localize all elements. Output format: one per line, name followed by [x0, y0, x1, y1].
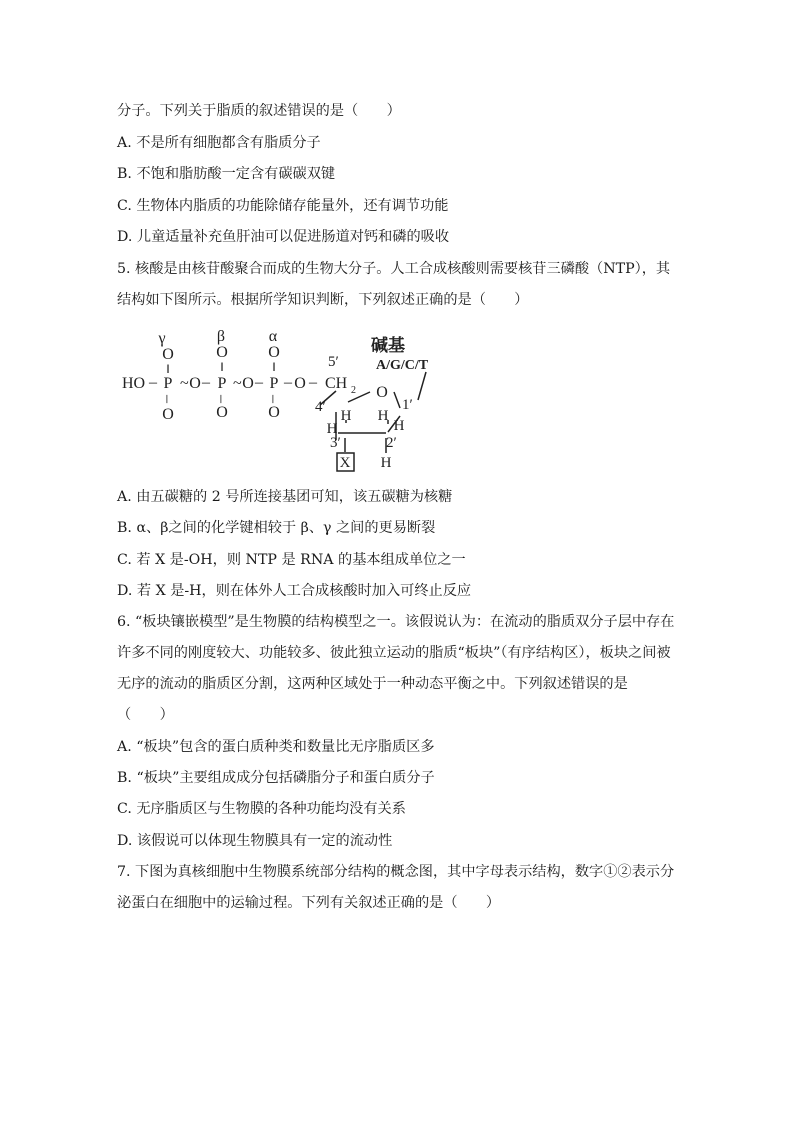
- bond-dash: –: [149, 374, 157, 391]
- ch2-group: CH: [325, 375, 348, 392]
- phosphorus-gamma: P: [163, 375, 173, 392]
- ring-oxygen: O: [376, 384, 388, 401]
- option-b: B. α、β之间的化学键相较于 β、γ 之间的更易断裂: [117, 520, 436, 536]
- hydrogen-3: H: [326, 421, 338, 437]
- double-bond-alpha: ‖: [272, 359, 276, 374]
- single-bond-gamma: –: [159, 395, 176, 403]
- oxygen-bridge-1: O: [189, 375, 201, 392]
- option-b: B. 不饱和脂肪酸一定含有碳碳双键: [117, 166, 336, 182]
- phosphorus-beta: P: [217, 375, 227, 392]
- question-stem-line: 无序的流动的脂质区分割，这两种区域处于一种动态平衡之中。下列叙述错误的是: [117, 676, 628, 692]
- hydroxyl-ho: HO: [122, 375, 146, 392]
- bond-o-c1: [394, 392, 400, 408]
- bond-c5-c4: [320, 391, 336, 405]
- bond-c1-base: [418, 372, 426, 400]
- carbon-3-label: 3′: [330, 435, 341, 451]
- beta-label: β: [216, 328, 226, 345]
- question-stem-line: 泌蛋白在细胞中的运输过程。下列有关叙述正确的是（ ）: [117, 895, 501, 911]
- oxygen-bridge-3: O: [294, 375, 306, 392]
- question-stem-line: 7. 下图为真核细胞中生物膜系统部分结构的概念图，其中字母表示结构，数字①②表示分: [117, 864, 675, 880]
- option-c: C. 生物体内脂质的功能除储存能量外，还有调节功能: [117, 198, 449, 214]
- question-stem-line: 结构如下图所示。根据所学知识判断，下列叙述正确的是（ ）: [117, 292, 529, 308]
- double-bond-beta: ‖: [220, 359, 224, 374]
- oxygen-gamma-bottom: O: [162, 406, 174, 423]
- hydrogen-1-right: H: [393, 418, 405, 434]
- oxygen-alpha-top: O: [268, 344, 280, 361]
- hydrogen-1-up: H: [377, 408, 389, 424]
- ntp-structure-figure: [118, 320, 448, 475]
- base-title: 碱基: [371, 336, 405, 356]
- carbon-1-label: 1′: [402, 397, 413, 413]
- ch2-subscript: 2: [351, 385, 356, 396]
- bond-dash: –: [255, 374, 263, 391]
- option-b: B. “板块”主要组成成分包括磷脂分子和蛋白质分子: [117, 770, 435, 786]
- carbon-2-label: 2′: [386, 435, 397, 451]
- single-bond-beta: –: [213, 395, 230, 403]
- base-letters: A/G/C/T: [376, 358, 429, 373]
- option-a: A. “板块”包含的蛋白质种类和数量比无序脂质区多: [117, 739, 435, 755]
- carbon-4-label: 4′: [315, 399, 326, 415]
- option-d: D. 若 X 是-H，则在体外人工合成核酸时加入可终止反应: [117, 583, 472, 599]
- single-bond-alpha: –: [265, 395, 282, 403]
- bond-dash: –: [202, 374, 210, 391]
- option-a: A. 由五碳糖的 2 号所连接基团可知，该五碳糖为核糖: [117, 489, 453, 505]
- oxygen-alpha-bottom: O: [268, 404, 280, 421]
- option-c: C. 无序脂质区与生物膜的各种功能均没有关系: [117, 801, 406, 817]
- hydrogen-2: H: [380, 455, 392, 471]
- bond-dash: –: [309, 374, 317, 391]
- double-bond-gamma: ‖: [166, 361, 170, 376]
- x-group: X: [339, 455, 351, 471]
- alpha-label: α: [268, 328, 278, 345]
- phosphorus-alpha: P: [269, 375, 279, 392]
- question-stem-line: 许多不同的刚度较大、功能较多、彼此独立运动的脂质“板块”（有序结构区），板块之间被: [117, 645, 671, 661]
- question-stem-line: 5. 核酸是由核苷酸聚合而成的生物大分子。人工合成核酸则需要核苷三磷酸（NTP），其: [117, 261, 671, 277]
- option-a: A. 不是所有细胞都含有脂质分子: [117, 135, 321, 151]
- carbon-5-label: 5′: [328, 354, 339, 370]
- option-d: D. 儿童适量补充鱼肝油可以促进肠道对钙和磷的吸收: [117, 229, 450, 245]
- gamma-label: γ: [158, 330, 166, 347]
- oxygen-gamma-top: O: [162, 346, 174, 363]
- high-energy-bond: ~: [180, 375, 189, 392]
- bond-dash: –: [284, 374, 292, 391]
- hydrogen-4: H: [340, 408, 352, 424]
- high-energy-bond: ~: [233, 375, 242, 392]
- question-stem-line: 6. “板块镶嵌模型”是生物膜的结构模型之一。该假说认为：在流动的脂质双分子层中存在: [117, 614, 675, 630]
- oxygen-beta-bottom: O: [216, 404, 228, 421]
- answer-bracket: （ ）: [117, 707, 174, 723]
- option-c: C. 若 X 是-OH，则 NTP 是 RNA 的基本组成单位之一: [117, 552, 466, 568]
- oxygen-beta-top: O: [216, 344, 228, 361]
- text-line: 分子。下列关于脂质的叙述错误的是（ ）: [117, 103, 401, 119]
- option-d: D. 该假说可以体现生物膜具有一定的流动性: [117, 833, 393, 849]
- oxygen-bridge-2: O: [242, 375, 254, 392]
